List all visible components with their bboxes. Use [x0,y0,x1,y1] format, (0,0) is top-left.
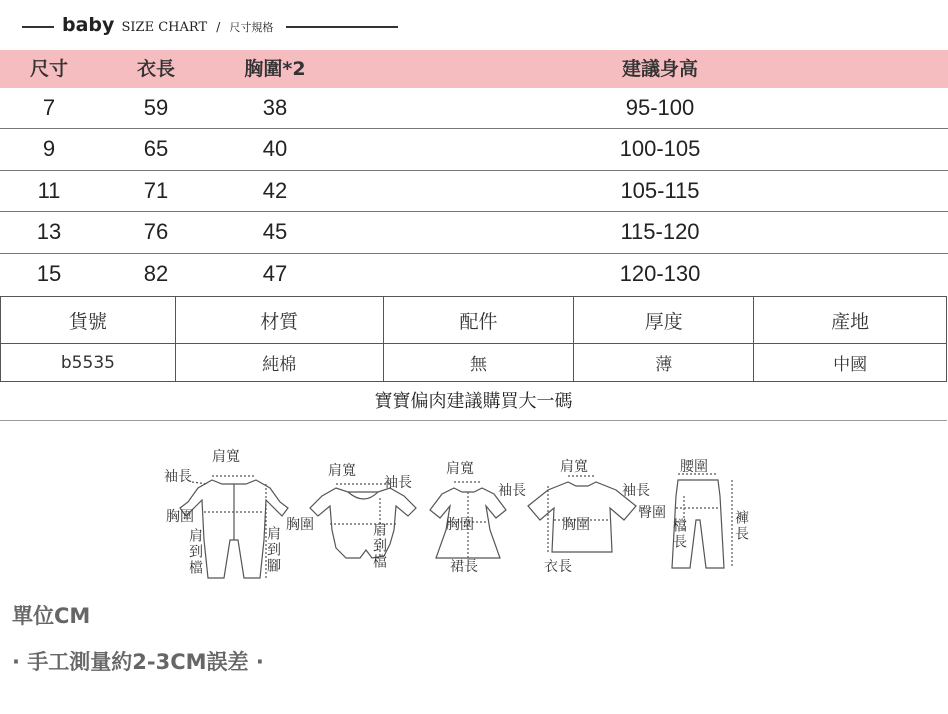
title-baby: baby [62,14,115,36]
cell-size: 9 [42,136,56,162]
header-chest: 胸圍*2 [244,58,306,80]
label-shoulder-to-crotch: 肩到檔 [187,528,203,576]
table-row [0,254,948,295]
attr-header-accessories: 配件 [383,297,574,344]
title-line [0,12,948,42]
label-chest: 胸圍 [562,517,590,533]
size-table [0,50,948,295]
label-hip: 臀圍 [638,505,666,521]
label-pants-length: 褲長 [733,510,749,542]
cell-length: 71 [143,177,169,203]
cell-size: 11 [37,177,61,203]
label-garment-length: 衣長 [544,559,572,575]
attr-value-material: 純棉 [175,344,383,382]
label-shoulder-width: 肩寬 [560,459,588,475]
label-shoulder-width: 肩寬 [328,463,356,479]
measurement-error-note: · 手工測量約2-3CM誤差 · [12,650,264,674]
title-rule-left [22,26,54,28]
cell-height: 115-120 [620,219,700,245]
cell-size: 7 [42,95,56,120]
cell-chest: 45 [262,219,288,245]
cell-height: 120-130 [619,260,701,286]
cell-height: 100-105 [619,136,701,162]
table-row [0,129,948,170]
measurement-diagrams [150,440,770,590]
table-row [0,171,948,212]
table-row [0,212,948,253]
attr-value-item-no: b5535 [1,344,176,382]
top-icon [528,476,636,552]
label-crotch-length: 檔長 [671,518,687,550]
cell-length: 76 [143,219,169,245]
cell-chest: 47 [262,260,288,286]
title-separator: / [216,20,221,34]
attribute-table [0,296,947,382]
cell-chest: 40 [262,136,288,162]
header-height: 建議身高 [621,58,698,80]
label-skirt-length: 裙長 [450,559,478,575]
label-shoulder-width: 肩寬 [212,449,240,465]
cell-height: 105-115 [620,177,700,203]
attr-header-item-no: 貨號 [1,297,176,344]
attr-value-thickness: 薄 [574,344,754,382]
header-size: 尺寸 [29,58,68,80]
attribute-header-row [1,297,947,344]
label-sleeve-length: 袖長 [384,475,412,491]
title-zh: 尺寸規格 [229,21,274,34]
label-waist: 腰圍 [680,459,708,475]
cell-chest: 38 [262,95,288,120]
bodysuit-icon [310,484,416,558]
cell-length: 59 [143,95,169,120]
title-size-chart: SIZE CHART [121,20,208,35]
cell-size: 15 [36,260,62,286]
unit-label: 單位CM [12,604,91,628]
label-chest: 胸圍 [166,509,194,525]
label-sleeve-length: 袖長 [498,483,526,499]
attr-value-origin: 中國 [754,344,947,382]
label-shoulder-to-crotch: 肩到檔 [371,522,387,570]
attr-value-accessories: 無 [383,344,574,382]
cell-chest: 42 [262,177,288,203]
label-chest: 胸圍 [446,517,474,533]
cell-size: 13 [36,219,62,245]
label-shoulder-to-foot: 肩到腳 [265,526,281,574]
title-rule-right [286,26,398,28]
header-length: 衣長 [136,58,175,80]
label-sleeve-length: 袖長 [164,469,192,485]
label-chest: 胸圍 [286,517,314,533]
cell-length: 65 [143,136,169,162]
label-shoulder-width: 肩寬 [446,461,474,477]
cell-height: 95-100 [625,95,695,120]
attr-header-origin: 產地 [754,297,947,344]
size-table-header [0,50,948,88]
attr-header-material: 材質 [175,297,383,344]
chart-title [62,14,273,36]
size-advice-note: 寶寶偏肉建議購買大一碼 [0,383,947,421]
cell-length: 82 [143,260,169,286]
table-row [0,88,948,129]
label-sleeve-length: 袖長 [622,483,650,499]
attribute-value-row [1,344,947,382]
attr-header-thickness: 厚度 [574,297,754,344]
